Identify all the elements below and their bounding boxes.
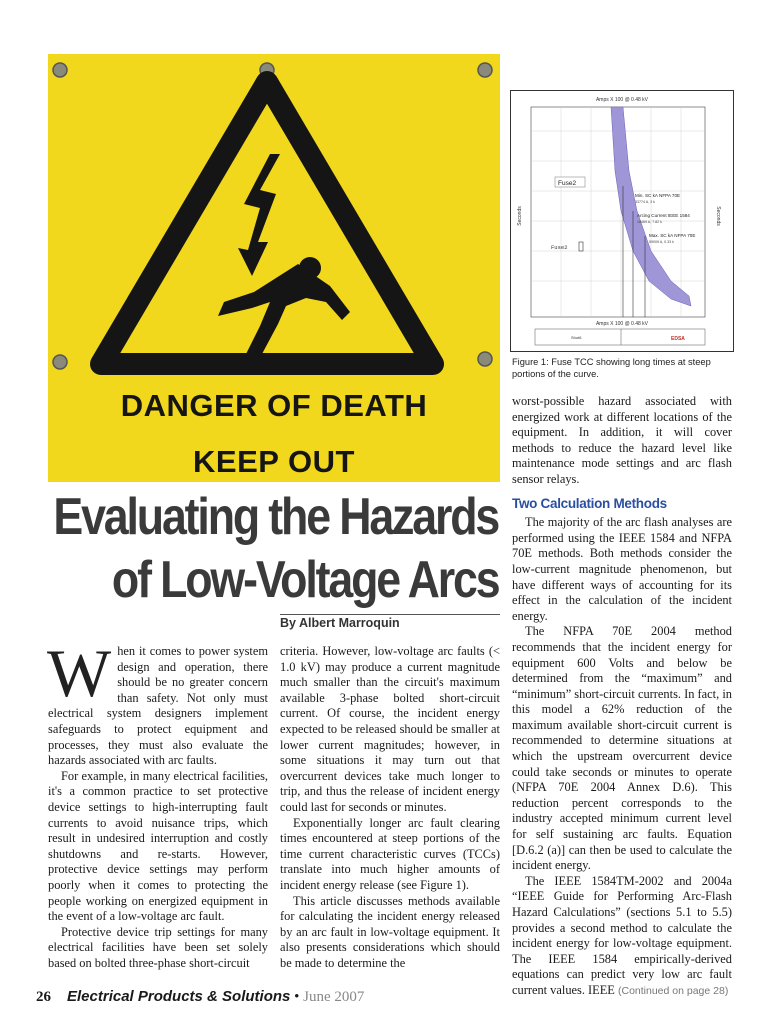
label-min-sc-sub: 33774 A, 3 k <box>635 200 655 204</box>
figure-caption: Figure 1: Fuse TCC showing long times at steep portions of the curve. <box>512 357 711 379</box>
paragraph-text: hen it comes to power system design and operation, there should be no greater concern than safety. Not only must electrical system designers implement safeguards to protect equipment and processes, they must also evaluate the hazards associated with arc faults. <box>48 644 268 768</box>
falling-person-icon <box>218 257 350 354</box>
article-column-1 <box>47 635 268 971</box>
article-title-line2: of Low-Voltage Arcs <box>111 551 498 609</box>
paragraph: Exponentially longer arc fault clearing times encountered at steep portions of the time current characteristic curves (TCCs) translate into much higher amounts of incident energy release (see Figure 1). <box>280 815 500 892</box>
bolt-icon <box>478 352 492 366</box>
paragraph: Protective device trip settings for many electrical facilities have been set solely based on bolted three-phase short-circuit <box>48 924 268 970</box>
article-column-3 <box>512 394 732 1000</box>
label-max-sc-sub: 59009 A, 0.33 k <box>649 240 674 244</box>
label-min-sc: Min. SC kA NFPA 70E <box>635 193 681 198</box>
bolt-icon <box>478 63 492 77</box>
article-column-2 <box>280 644 500 971</box>
top-axis-label: Amps X 100 @ 0.48 kV <box>595 97 649 103</box>
figure-tcc-chart <box>510 90 734 352</box>
sign-text-keep-out: KEEP OUT <box>193 444 355 479</box>
drop-cap: W <box>47 635 112 711</box>
left-axis-label: Seconds <box>517 206 523 226</box>
bolt-icon <box>53 63 67 77</box>
byline-rule <box>280 614 500 615</box>
sign-text-danger: DANGER OF DEATH <box>120 388 428 423</box>
right-axis-label: Seconds <box>715 206 721 226</box>
label-arcing-current: Arcing Current IEEE 1584 <box>637 213 690 218</box>
article-title-line1: Evaluating the Hazards <box>53 488 498 546</box>
issue-date: June 2007 <box>303 989 365 1005</box>
continued-note: (Continued on page 28) <box>617 984 729 997</box>
paragraph: This article discusses methods available for calculating the incident energy released by an arc fault in low-voltage equipment. It also presents considerations which should be made to determine the <box>280 893 500 970</box>
footer-bullet: • <box>294 989 300 1005</box>
paragraph <box>512 874 732 1000</box>
paragraph: criteria. However, low-voltage arc faults (< 1.0 kV) may produce a current magnitude much smaller than the circuit's maximum available 3-phase bolted short-circuit current. Of course, the incident energy expected to be released should be smaller at lower current magnitudes; however, in some situations it may turn out that overcurrent devices take much longer to trip, and thus the release of incident energy could last for seconds or minutes. <box>280 644 500 814</box>
paragraph <box>47 635 268 769</box>
bottom-axis-label: Amps X 100 @ 0.48 kV <box>595 321 649 327</box>
lightning-bolt-icon <box>238 154 280 276</box>
legend-left: Shot6 <box>571 335 582 340</box>
section-heading: Two Calculation Methods <box>512 495 667 511</box>
label-arcing-sub: 18469 A, 7.82 k <box>637 220 662 224</box>
label-max-sc: Max. SC kA NFPA 70E <box>649 233 696 238</box>
paragraph-text: The IEEE 1584TM-2002 and 2004a “IEEE Guide for Performing Arc-Flash Hazard Calculations” (sections 5.1 to 5.5) provides a second method to calculate the incident energy for low-voltage equipment. The IEEE 1584 empirically-derived equations can predict very low arc fault current values. IEEE <box>512 873 732 997</box>
page-footer <box>36 988 364 1006</box>
paragraph: For example, in many electrical facilities, it's a common practice to set protective device settings to high-interrupting fault currents to avoid nuisance trips, which result in undesired interruption and costly shutdowns and re-starts. However, protective device settings may perform poorly when it comes to protecting the people working on energized equipment in the event of a low-voltage arc fault. <box>48 768 268 924</box>
magazine-name: Electrical Products & Solutions <box>67 988 291 1005</box>
byline: By Albert Marroquin <box>280 616 400 630</box>
hazard-sign-photo <box>48 54 500 482</box>
label-fuse2: Fuse2 <box>558 180 577 187</box>
bolt-icon <box>53 355 67 369</box>
paragraph: worst-possible hazard associated with energized work at different locations of the equipment. In addition, it will cover methods to reduce the hazard level like maintenance mode settings and arc flash sensor relays. <box>512 394 732 486</box>
page-number: 26 <box>36 989 51 1005</box>
label-fuse2-small: Fuse2 <box>551 244 568 251</box>
paragraph: The majority of the arc flash analyses are performed using the IEEE 1584 and NFPA 70E methods. Both methods consider the low-current magnitude phenomenon, but have different ways of accounting for its effect in the calculation of the incident energy. <box>512 515 732 623</box>
legend-right-logo: EDSA <box>671 336 685 342</box>
paragraph: The NFPA 70E 2004 method recommends that the incident energy for equipment 600 Volts and below be determined from the “maximum” and “minimum” short-circuit currents. In fact, in this model a 62% reduction of the maximum available short-circuit current is recommended to determine situations at which the upstream overcurrent device could take seconds or minutes to operate (NFPA 70E 2004 Annex D.6). This reduction percent corresponds to the industry accepted minimum current level for self sustaining arc faults. Equation [D.6.2 (a)] can then be used to calculate the incident energy. <box>512 624 732 873</box>
